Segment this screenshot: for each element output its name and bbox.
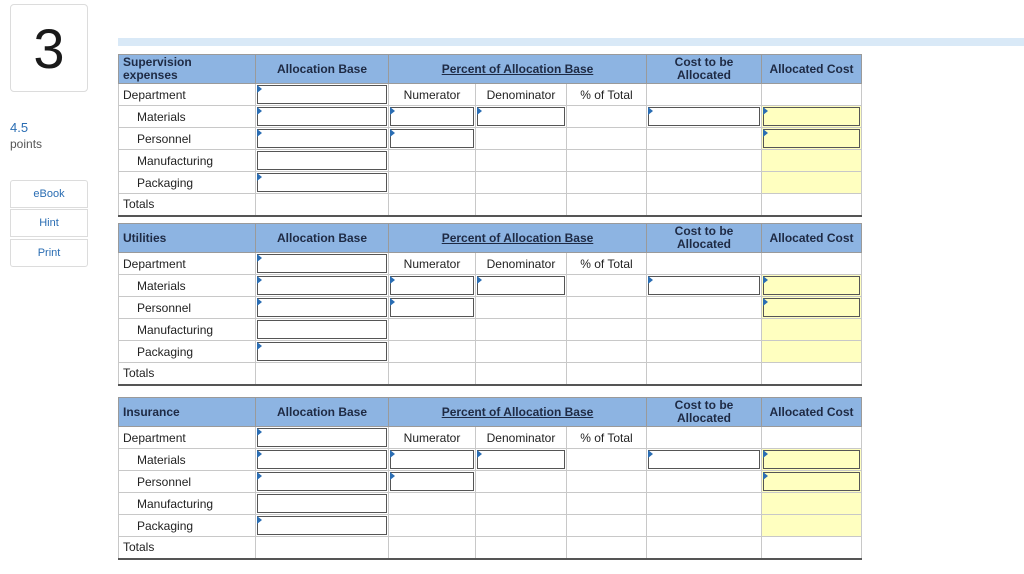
input-marker-icon bbox=[257, 516, 262, 524]
input-marker-icon bbox=[477, 107, 482, 115]
department-label: Department bbox=[119, 427, 256, 449]
denominator-label: Denominator bbox=[476, 253, 567, 275]
department-label: Department bbox=[119, 253, 256, 275]
input-marker-icon bbox=[648, 450, 653, 458]
alloc-base-input[interactable] bbox=[256, 150, 389, 172]
dept-personnel: Personnel bbox=[119, 297, 256, 319]
input-marker-icon bbox=[763, 472, 768, 480]
input-marker-icon bbox=[257, 254, 262, 262]
input-marker-icon bbox=[257, 85, 262, 93]
input-marker-icon bbox=[477, 450, 482, 458]
numerator-input[interactable] bbox=[389, 275, 476, 297]
allocated-cost-cell bbox=[762, 341, 862, 363]
input-marker-icon bbox=[390, 450, 395, 458]
numerator-label: Numerator bbox=[389, 84, 476, 106]
input-marker-icon bbox=[257, 107, 262, 115]
numerator-input[interactable] bbox=[389, 297, 476, 319]
totals-label: Totals bbox=[119, 363, 256, 385]
numerator-input[interactable] bbox=[389, 471, 476, 493]
department-label: Department bbox=[119, 84, 256, 106]
allocated-cost-input[interactable] bbox=[762, 471, 862, 493]
allocated-cost-input[interactable] bbox=[762, 106, 862, 128]
alloc-base-input[interactable] bbox=[256, 471, 389, 493]
allocation-base-input[interactable] bbox=[256, 427, 389, 449]
numerator-label: Numerator bbox=[389, 427, 476, 449]
dept-packaging: Packaging bbox=[119, 172, 256, 194]
print-button[interactable]: Print bbox=[10, 239, 88, 267]
allocated-cost-input[interactable] bbox=[762, 128, 862, 150]
denominator-label: Denominator bbox=[476, 84, 567, 106]
denominator-input[interactable] bbox=[476, 449, 567, 471]
insurance-table bbox=[118, 397, 862, 560]
cost-to-be-allocated-input[interactable] bbox=[647, 275, 762, 297]
question-number: 3 bbox=[10, 4, 88, 92]
input-marker-icon bbox=[648, 107, 653, 115]
input-marker-icon bbox=[257, 450, 262, 458]
alloc-base-input[interactable] bbox=[256, 275, 389, 297]
numerator-label: Numerator bbox=[389, 253, 476, 275]
pct-total-label: % of Total bbox=[567, 427, 647, 449]
section-title: Insurance bbox=[119, 398, 256, 427]
allocation-base-input[interactable] bbox=[256, 253, 389, 275]
cost-to-be-allocated-input[interactable] bbox=[647, 106, 762, 128]
points-value: 4.5 bbox=[10, 120, 29, 135]
allocated-cost-header: Allocated Cost bbox=[762, 55, 862, 84]
dept-manufacturing: Manufacturing bbox=[119, 493, 256, 515]
denominator-input[interactable] bbox=[476, 275, 567, 297]
allocation-base-input[interactable] bbox=[256, 84, 389, 106]
totals-label: Totals bbox=[119, 194, 256, 216]
dept-personnel: Personnel bbox=[119, 128, 256, 150]
allocated-cost-cell bbox=[762, 172, 862, 194]
allocated-cost-input[interactable] bbox=[762, 449, 862, 471]
alloc-base-input[interactable] bbox=[256, 515, 389, 537]
alloc-base-input[interactable] bbox=[256, 297, 389, 319]
allocated-cost-cell bbox=[762, 493, 862, 515]
dept-materials: Materials bbox=[119, 106, 256, 128]
section-title: Utilities bbox=[119, 224, 256, 253]
allocated-cost-header: Allocated Cost bbox=[762, 224, 862, 253]
points-label: points bbox=[10, 137, 43, 151]
input-marker-icon bbox=[763, 276, 768, 284]
input-marker-icon bbox=[257, 129, 262, 137]
alloc-base-input[interactable] bbox=[256, 106, 389, 128]
input-marker-icon bbox=[257, 173, 262, 181]
denominator-input[interactable] bbox=[476, 106, 567, 128]
numerator-input[interactable] bbox=[389, 449, 476, 471]
dept-materials: Materials bbox=[119, 449, 256, 471]
dept-materials: Materials bbox=[119, 275, 256, 297]
allocated-cost-input[interactable] bbox=[762, 275, 862, 297]
allocation-base-header: Allocation Base bbox=[256, 224, 389, 253]
input-marker-icon bbox=[648, 276, 653, 284]
allocated-cost-input[interactable] bbox=[762, 297, 862, 319]
hint-button[interactable]: Hint bbox=[10, 209, 88, 237]
pct-total-label: % of Total bbox=[567, 253, 647, 275]
ebook-button[interactable]: eBook bbox=[10, 180, 88, 208]
input-marker-icon bbox=[763, 107, 768, 115]
pct-total-label: % of Total bbox=[567, 84, 647, 106]
alloc-base-input[interactable] bbox=[256, 128, 389, 150]
input-marker-icon bbox=[257, 428, 262, 436]
top-bar bbox=[118, 38, 1024, 46]
input-marker-icon bbox=[257, 276, 262, 284]
allocation-base-header: Allocation Base bbox=[256, 398, 389, 427]
dept-personnel: Personnel bbox=[119, 471, 256, 493]
percent-base-header: Percent of Allocation Base bbox=[389, 55, 647, 84]
allocated-cost-cell bbox=[762, 150, 862, 172]
alloc-base-input[interactable] bbox=[256, 341, 389, 363]
cost-to-be-allocated-input[interactable] bbox=[647, 449, 762, 471]
input-marker-icon bbox=[257, 472, 262, 480]
alloc-base-input[interactable] bbox=[256, 449, 389, 471]
input-marker-icon bbox=[390, 107, 395, 115]
input-marker-icon bbox=[257, 342, 262, 350]
allocated-cost-cell bbox=[762, 515, 862, 537]
input-marker-icon bbox=[390, 129, 395, 137]
cost-to-be-allocated-header: Cost to be Allocated bbox=[647, 55, 762, 84]
supervision-table bbox=[118, 54, 862, 217]
section-title: Supervision expenses bbox=[119, 55, 256, 84]
input-marker-icon bbox=[477, 276, 482, 284]
cost-to-be-allocated-header: Cost to be Allocated bbox=[647, 224, 762, 253]
allocated-cost-header: Allocated Cost bbox=[762, 398, 862, 427]
allocation-base-header: Allocation Base bbox=[256, 55, 389, 84]
percent-base-header: Percent of Allocation Base bbox=[389, 224, 647, 253]
input-marker-icon bbox=[763, 129, 768, 137]
input-marker-icon bbox=[390, 276, 395, 284]
totals-label: Totals bbox=[119, 537, 256, 559]
dept-packaging: Packaging bbox=[119, 515, 256, 537]
alloc-base-input[interactable] bbox=[256, 319, 389, 341]
input-marker-icon bbox=[763, 298, 768, 306]
utilities-table bbox=[118, 223, 862, 386]
alloc-base-input[interactable] bbox=[256, 172, 389, 194]
dept-manufacturing: Manufacturing bbox=[119, 319, 256, 341]
denominator-label: Denominator bbox=[476, 427, 567, 449]
numerator-input[interactable] bbox=[389, 106, 476, 128]
input-marker-icon bbox=[390, 298, 395, 306]
input-marker-icon bbox=[763, 450, 768, 458]
cost-to-be-allocated-header: Cost to be Allocated bbox=[647, 398, 762, 427]
dept-packaging: Packaging bbox=[119, 341, 256, 363]
input-marker-icon bbox=[390, 472, 395, 480]
input-marker-icon bbox=[257, 298, 262, 306]
alloc-base-input[interactable] bbox=[256, 493, 389, 515]
dept-manufacturing: Manufacturing bbox=[119, 150, 256, 172]
numerator-input[interactable] bbox=[389, 128, 476, 150]
allocated-cost-cell bbox=[762, 319, 862, 341]
percent-base-header: Percent of Allocation Base bbox=[389, 398, 647, 427]
